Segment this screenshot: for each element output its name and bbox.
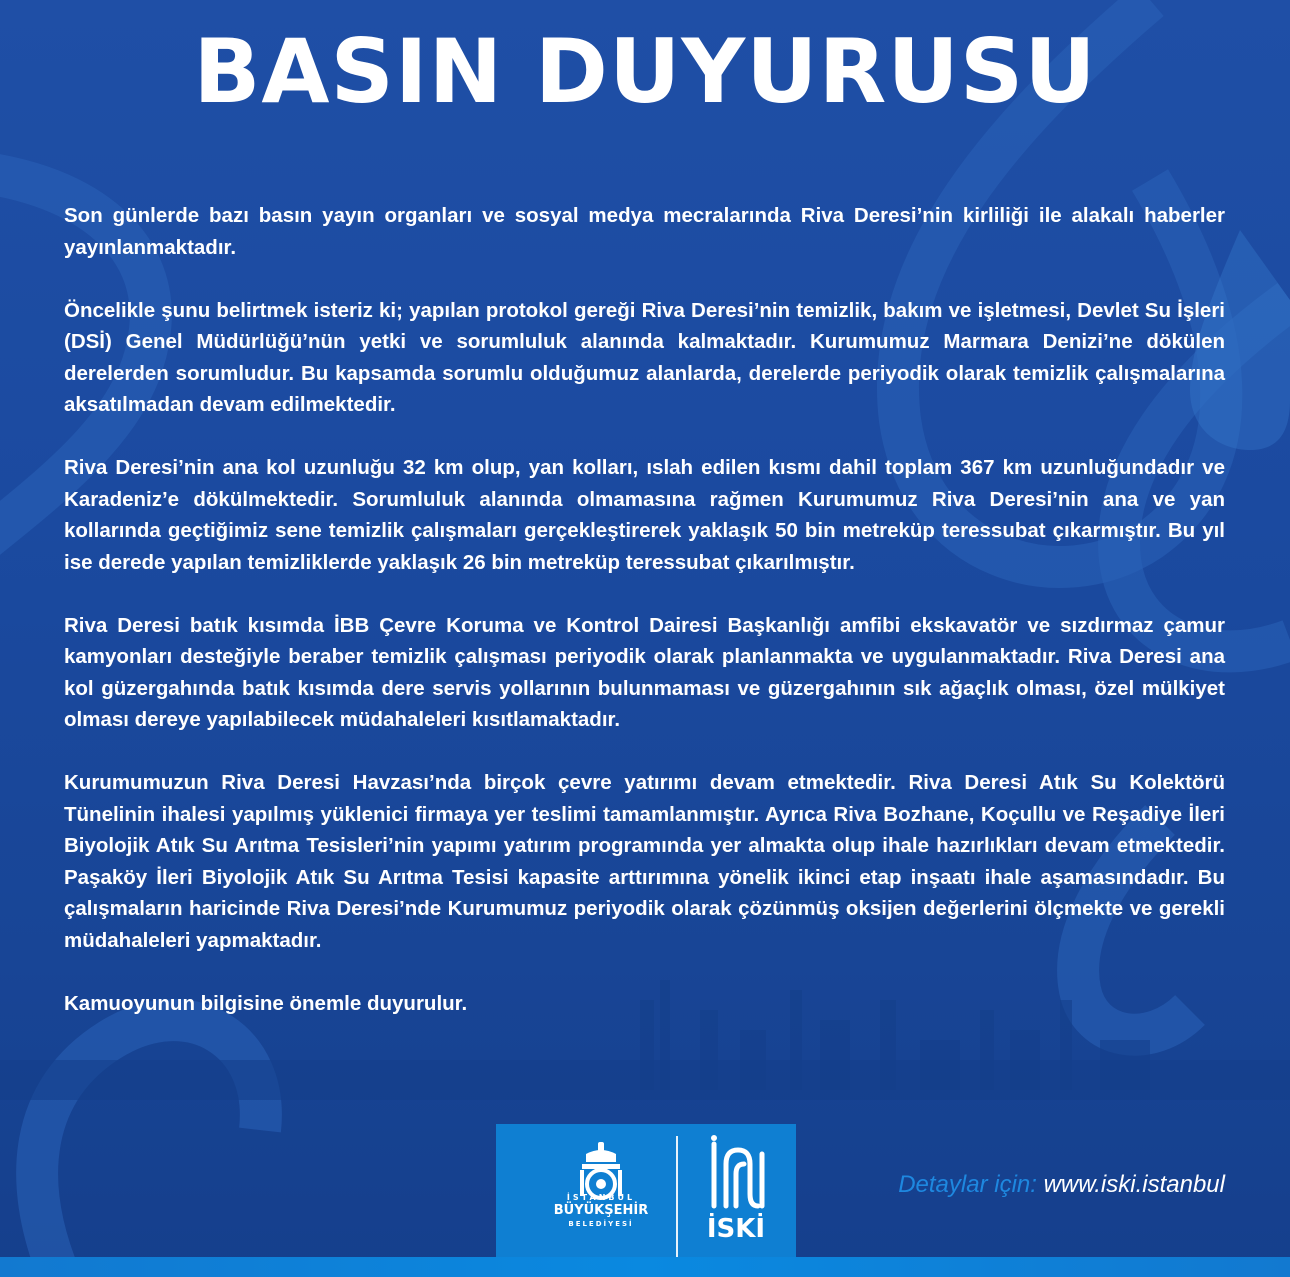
paragraph-5: Kurumumuzun Riva Deresi Havzası’nda birçok çevre yatırımı devam etmektedir. Riva Deresi Atık Su Kolektörü Tünelinin ihalesi yapılmış yüklenici firmaya yer teslimi tamamlanmıştır. Ayrıca Riva Bozhane, Koçullu ve Reşadiye İleri Biyolojik Atık Su Arıtma Tesisleri’nin yapımı yatırım programında yer almakta olup ihale hazırlıkları devam etmektedir. Paşaköy İleri Biyolojik Atık Su Arıtma Tesisi kapasite arttırımına yönelik ikinci etap inşaatı ihale aşamasındadır. Bu çalışmaların haricinde Riva Deresi’nde Kurumumuz periyodik olarak çözünmüş oksijen değerlerini ölçmekte ve gerekli müdahaleleri yapmaktadır. — [64, 771, 1225, 952]
paragraph-4: Riva Deresi batık kısımda İBB Çevre Koruma ve Kontrol Dairesi Başkanlığı amfibi ekskavatör ve sızdırmaz çamur kamyonları desteğiyle beraber temizlik çalışması periyodik olarak planlanmakta ve uygulanmaktadır. Riva Deresi ana kol güzergahında batık kısımda dere servis yollarının bulunmaması ve güzergahının sık ağaçlık olması, özel mülkiyet olması dereye yapılabilecek müdahaleleri kısıtlamaktadır. — [64, 613, 1225, 731]
paragraph-2: Öncelikle şunu belirtmek isteriz ki; yapılan protokol gereği Riva Deresi’nin temizlik, bakım ve işletmesi, Devlet Su İşleri (DSİ) Genel Müdürlüğü’nün yetki ve sorumluluk alanında kalmaktadır. Kurumumuz Marmara Denizi’ne dökülen derelerden sorumludur. Bu kapsamda sorumlu olduğumuz alanlarda, derelerde periyodik olarak temizlik çalışmalarına aksatılmadan devam edilmektedir. — [64, 298, 1225, 416]
ibb-line-2: BÜYÜKŞEHİR — [553, 1203, 649, 1218]
ibb-line-1: İSTANBUL — [566, 1193, 636, 1202]
details-label: Detaylar için: — [898, 1171, 1037, 1198]
paragraph-3: Riva Deresi’nin ana kol uzunluğu 32 km olup, yan kolları, ıslah edilen kısmı dahil toplam 367 km uzunluğundadır ve Karadeniz’e dökülmektedir. Sorumluluk alanında olmamasına rağmen Kurumumuz Riva Deresi’nin ana ve yan kollarında geçtiğimiz sene temizlik çalışmaları gerçekleştirerek yaklaşık 50 bin metreküp teressubat çıkarmıştır. Bu yıl ise derede yapılan temizliklerde yaklaşık 26 bin metreküp teressubat çıkarılmıştır. — [64, 456, 1225, 574]
details-footer — [860, 1170, 1225, 1200]
page-title: BASIN DUYURUSU — [193, 20, 1097, 123]
closing-paragraph: Kamuoyunun bilgisine önemle duyurulur. — [64, 991, 468, 1015]
announcement-body — [64, 200, 1225, 1051]
paragraph-1: Son günlerde bazı basın yayın organları ve sosyal medya mecralarında Riva Deresi’nin kirliliği ile alakalı haberler yayınlanmaktadır. — [64, 204, 1225, 259]
bottom-accent-bar — [0, 1257, 1290, 1277]
logo-panel — [496, 1124, 796, 1277]
details-url-link[interactable]: www.iski.istanbul — [1043, 1171, 1225, 1198]
ibb-name — [526, 1192, 676, 1229]
ibb-line-3: BELEDİYESİ — [568, 1220, 634, 1228]
logo-divider — [676, 1136, 678, 1262]
iski-name: İSKİ — [706, 1214, 766, 1244]
